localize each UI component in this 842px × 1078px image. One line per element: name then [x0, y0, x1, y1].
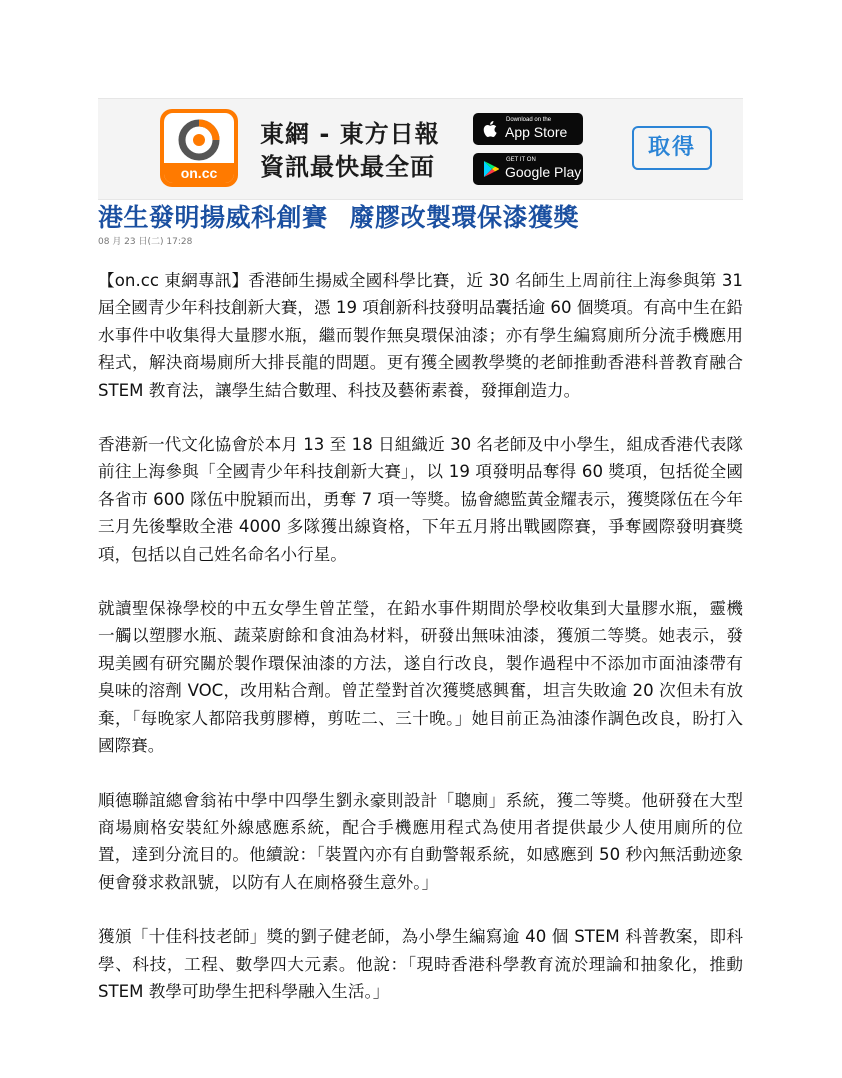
google-play-label: Google Play — [505, 164, 582, 180]
tagline-line-1: 東網 - 東方日報 — [260, 120, 440, 148]
apple-icon — [481, 119, 501, 139]
google-play-button[interactable] — [473, 153, 583, 185]
banner-tagline — [260, 118, 440, 184]
article-paragraph: 【on.cc 東網專訊】香港師生揚威全國科學比賽，近 30 名師生上周前往上海參與第 31 屆全國青少年科技創新大賽，憑 19 項創新科技發明品囊括逾 60 個獎項。有高中生在鉛水事件中收集得大量膠水瓶，繼而製作無臭環保油漆；亦有學生編寫廁所分流手機應用程式，解決商場廁所大排長龍的問題。更有獲全國教學獎的老師推動香港科普教育融合 STEM 教育法，讓學生結合數理、科技及藝術素養，發揮創造力。 — [98, 271, 743, 400]
article-title — [98, 201, 758, 235]
app-download-banner — [98, 98, 743, 200]
get-app-button[interactable]: 取得 — [632, 126, 712, 170]
oncc-logo[interactable] — [160, 109, 238, 187]
article-paragraph: 香港新一代文化協會於本月 13 至 18 日組織近 30 名老師及中小學生，組成香港代表隊前往上海參與「全國青少年科技創新大賽」，以 19 項發明品奪得 60 獎項，包括從全國各省市 600 隊伍中脫穎而出，勇奪 7 項一等獎。協會總監黃金耀表示，獲獎隊伍在今年三月先後擊敗全港 4000 多隊獲出線資格，下年五月將出戰國際賽，爭奪國際發明賽獎項，包括以自己姓名命名小行星。 — [98, 435, 743, 564]
tagline-line-2: 資訊最快最全面 — [260, 153, 435, 181]
article-title-part-1: 港生發明揚威科創賽 — [98, 203, 328, 232]
article-paragraph: 獲頒「十佳科技老師」獎的劉子健老師，為小學生編寫逾 40 個 STEM 科普教案，即科學、科技，工程、數學四大元素。他說：「現時香港科學教育流於理論和抽象化，推動 STEM 教學可助學生把科學融入生活。」 — [98, 927, 743, 1001]
logo-text: on.cc — [164, 163, 234, 183]
article-title-part-2: 廢膠改製環保漆獲獎 — [349, 203, 580, 232]
app-store-small-text: Download on the — [506, 117, 552, 123]
article-dateline: 08 月 23 日(二) 17:28 — [98, 237, 193, 247]
google-play-small-text: GET IT ON — [506, 157, 536, 163]
google-play-icon — [481, 159, 501, 179]
oncc-logo-mark — [164, 113, 234, 183]
app-store-button[interactable] — [473, 113, 583, 145]
app-store-label: App Store — [505, 124, 568, 140]
article-paragraph: 順德聯誼總會翁祐中學中四學生劉永豪則設計「聰廁」系統，獲二等獎。他研發在大型商場廁格安裝紅外線感應系統，配合手機應用程式為使用者提供最少人使用廁所的位置，達到分流目的。他續說：「裝置內亦有自動警報系統，如感應到 50 秒內無活動迹象便會發求救訊號，以防有人在廁格發生意外。」 — [98, 790, 743, 892]
article-paragraph: 就讀聖保祿學校的中五女學生曾芷瑩，在鉛水事件期間於學校收集到大量膠水瓶，靈機一觸以塑膠水瓶、蔬菜廚餘和食油為材料，研發出無味油漆，獲頒二等獎。她表示，發現美國有研究關於製作環保油漆的方法，遂自行改良，製作過程中不添加市面油漆帶有臭味的溶劑 VOC，改用粘合劑。曾芷瑩對首次獲獎感興奮，坦言失敗逾 20 次但未有放棄，「每晚家人都陪我剪膠樽，剪咗二、三十晚。」她目前正為油漆作調色改良，盼打入國際賽。 — [98, 599, 743, 756]
article-body — [98, 267, 743, 1032]
